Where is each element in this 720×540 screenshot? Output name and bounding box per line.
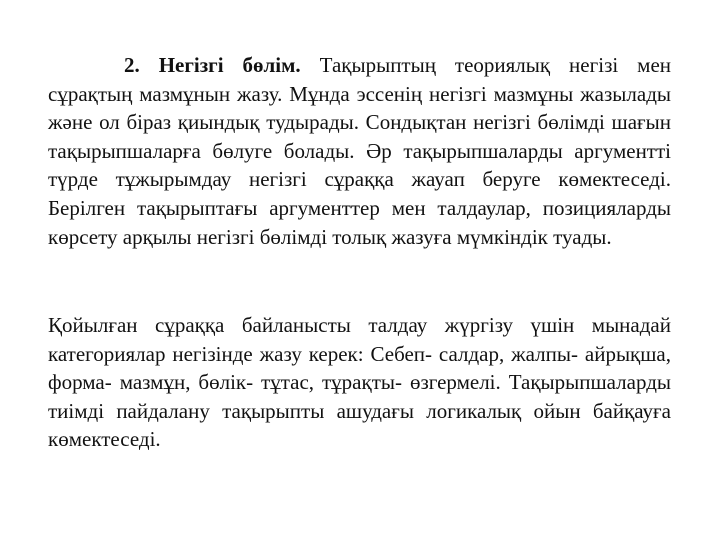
main-section-body: Тақырыптың теориялық негізі мен сұрақтың мазмұнын жазу. Мұнда эссенің негізгі мазмұны жазылады және ол біраз қиындық тудырады. Сондықтан негізгі бөлімді шағын тақырыпшаларға бөлуге болады. Әр тақырыпшаларды аргументті түрде тұжырымдау негізгі сұраққа жауап беруге көмектеседі. Берілген тақырыптағы аргументтер мен талдаулар, позицияларды көрсету арқылы негізгі бөлімді толық жазуға мүмкіндік туады. [48,53,672,249]
analysis-categories-paragraph: Қойылған сұраққа байланысты талдау жүргізу үшін мынадай категориялар негізінде жазу керек: Себеп- салдар, жалпы- айрықша, форма- мазмұн, бөлік- тұтас, тұрақты- өзгермелі. Тақырыпшаларды тиімді пайдалану тақырыпты ашудағы логикалық ойын байқауға көмектеседі. [48,313,671,452]
main-section-paragraph [48,51,671,251]
section-heading: 2. Негізгі бөлім. [124,53,301,77]
